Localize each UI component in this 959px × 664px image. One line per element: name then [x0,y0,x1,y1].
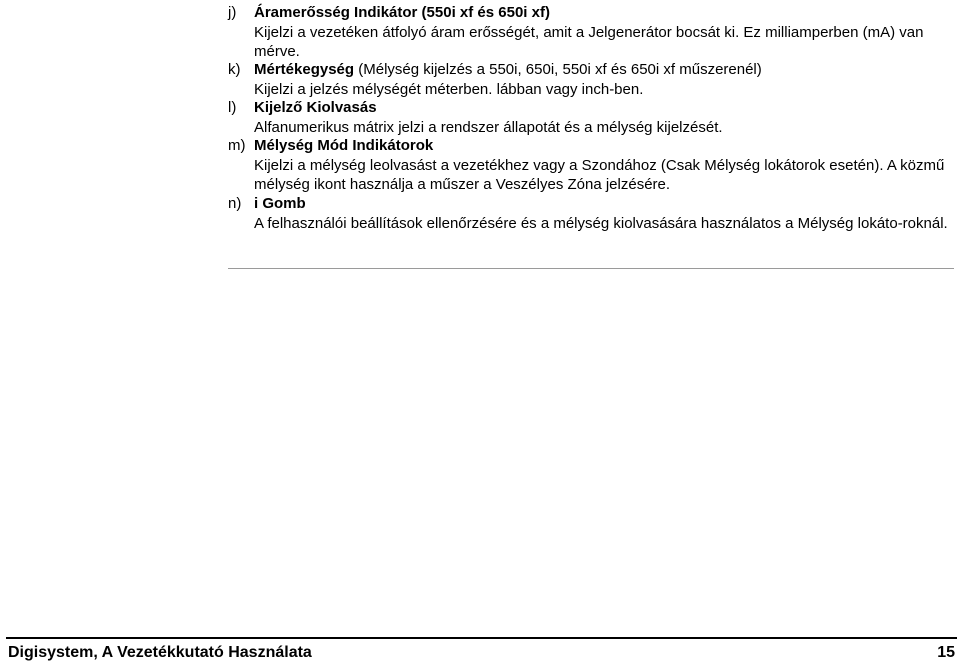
item-letter: k) [228,61,241,78]
item-title-rest: (Mélység kijelzés a 550i, 650i, 550i xf és 650i xf műszerenél) [354,61,762,78]
item-description: Kijelzi a jelzés mélységét méterben. lábban vagy inch-ben. [254,80,644,98]
item-title-bold: Áramerősség Indikátor (550i xf és 650i xf) [254,4,550,21]
item-letter: m) [228,137,246,154]
item-letter: l) [228,99,237,116]
page-number: 15 [937,644,955,661]
item-title-bold: i Gomb [254,195,306,212]
item-letter: j) [228,4,237,21]
item-title-bold: Mértékegység [254,61,355,78]
item-title [254,194,306,214]
footer-title: Digisystem, A Vezetékkutató Használata [8,644,312,661]
item-description: Kijelzi a vezetéken átfolyó áram erősségét, amit a Jelgenerátor bocsát ki. Ez milliamperben (mA) van mérve. [254,23,924,60]
section-divider [228,268,954,269]
item-description: A felhasználói beállítások ellenőrzésére és a mélység kiolvasására használatos a Mélység lokáto-roknál. [254,214,948,232]
item-title [254,60,762,80]
item-title-bold: Mélység Mód Indikátorok [254,137,434,154]
item-description: Alfanumerikus mátrix jelzi a rendszer állapotát és a mélység kijelzését. [254,118,723,136]
item-title [254,136,433,156]
item-description: Kijelzi a mélység leolvasást a vezetékhez vagy a Szondához (Csak Mélység lokátorok esetén). A közmű mélység ikont használja a műszer a Veszélyes Zóna jelzésére. [254,156,945,193]
item-title [254,98,377,118]
footer-rule [6,637,957,639]
item-title [254,3,550,23]
item-letter: n) [228,195,242,212]
item-title-bold: Kijelző Kiolvasás [254,99,377,116]
